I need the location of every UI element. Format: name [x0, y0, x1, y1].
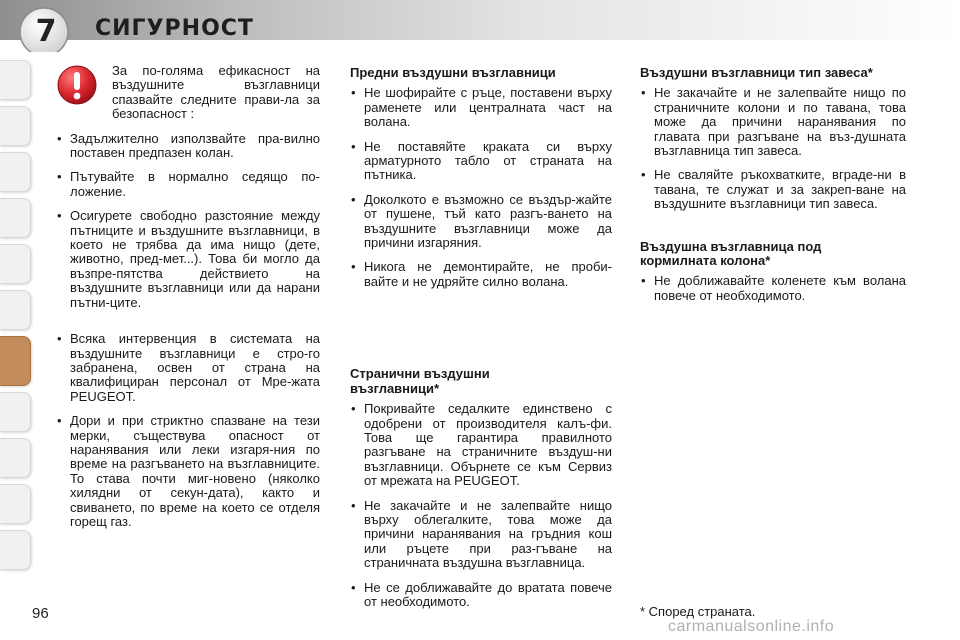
warning-intro: [56, 64, 320, 132]
list-item: • Осигурете свободно разстояние между пътниците и въздушните възглавници, в което не трябва да има нищо (дете, животно, пред-мет...). Това би могло да възпре-пятства действието на въздушните възглавници или да нарани пътни-ците.: [56, 209, 320, 310]
list-item: • Не закачайте и не залепвайте нищо върху облегалките, това може да причини наранявания на гръдния кош или ръцете при раз-гъване на страничната въздушна възглавница.: [350, 499, 612, 571]
list-item: • Не доближавайте коленете към волана повече от необходимото.: [640, 274, 906, 303]
chapter-tab-10[interactable]: [0, 484, 31, 524]
list-item: • Не поставяйте краката си върху арматурното табло от страната на пътника.: [350, 140, 612, 183]
chapter-tab-4[interactable]: [0, 198, 31, 238]
chapter-header: [0, 0, 960, 52]
list-item: • Не сваляйте ръкохватките, вграде-ни в тавана, те служат и за закреп-ване на въздушните възглавници тип завеса.: [640, 168, 906, 211]
knee-airbag-list: [640, 274, 906, 303]
section-heading-curtain-airbags: Въздушни възглавници тип завеса*: [640, 65, 873, 80]
chapter-tab-2[interactable]: [0, 106, 31, 146]
list-item: • Покривайте седалките единствено с одобрени от производителя калъ-фи. Това ще гарантира правилното разгъване на страничните въздуш-ни възглавници. Обърнете се към Сервиз от мрежата на PEUGEOT.: [350, 402, 612, 488]
page-number: 96: [32, 605, 49, 622]
chapter-tab-7-active[interactable]: [0, 336, 31, 386]
chapter-title: СИГУРНОСТ: [95, 16, 254, 41]
list-item: • Никога не демонтирайте, не проби-вайте и не удряйте силно волана.: [350, 260, 612, 289]
watermark: carmanualsonline.info: [668, 618, 835, 635]
chapter-tab-1[interactable]: [0, 60, 31, 100]
list-item: • Дори и при стриктно спазване на тези мерки, съществува опасност от наранявания или леки изгаря-ния по време на разгъването на възглавниците. То става почти миг-новено (няколко хилядни от секун-дата), както и свиването, по време на което се отделя горещ газ.: [56, 414, 320, 529]
intro-text: За по-голяма ефикасност на въздушните възглавници спазвайте следните прави-ла за безопасност :: [112, 63, 320, 122]
heading-line: Въздушна възглавница под: [640, 238, 822, 254]
curtain-airbags-list: [640, 86, 906, 211]
chapter-tab-9[interactable]: [0, 438, 31, 478]
side-airbags-list: [350, 402, 612, 609]
column-curtain-knee-airbags: [640, 66, 906, 313]
chapter-tab-6[interactable]: [0, 290, 31, 330]
list-item: • Не закачайте и не залепвайте нищо по страничните колони и по тавана, това може да причини наранявания по главата при разгъване на въз-душната възглавница тип завеса.: [640, 86, 906, 158]
chapter-tab-11[interactable]: [0, 530, 31, 570]
footnote: * Според страната.: [640, 604, 756, 619]
section-heading-knee-airbag: [640, 240, 906, 269]
heading-line: възглавници*: [350, 380, 440, 396]
list-item: • Задължително използвайте пра-вилно поставен предпазен колан.: [56, 132, 320, 161]
warning-icon: [56, 64, 98, 106]
column-general-rules: [56, 64, 320, 539]
section-heading-side-airbags: [350, 367, 612, 396]
list-item: • Не шофирайте с ръце, поставени върху раменете или централната част на волана.: [350, 86, 612, 129]
section-heading-front-airbags: Предни въздушни възглавници: [350, 65, 556, 80]
heading-line: Странични въздушни: [350, 366, 490, 382]
chapter-tab-3[interactable]: [0, 152, 31, 192]
heading-line: кормилната колона*: [640, 253, 771, 269]
warning-icon-wrap: [56, 64, 112, 132]
list-item: • Пътувайте в нормално седящо по-ложение.: [56, 170, 320, 199]
list-item: • Доколкото е възможно се въздър-жайте от пушене, тъй като разгъ-ването на въздушните възглавници може да причини изгаряния.: [350, 193, 612, 251]
list-item: • Всяка интервенция в системата на въздушните възглавници е стро-го забранена, освен от страна на квалифициран персонал от Мре-жата PEUGEOT.: [56, 332, 320, 404]
column-front-side-airbags: [350, 66, 612, 619]
chapter-tab-5[interactable]: [0, 244, 31, 284]
general-rules-list: [56, 132, 320, 530]
front-airbags-list: [350, 86, 612, 289]
chapter-number: 7: [35, 14, 57, 49]
chapter-tab-8[interactable]: [0, 392, 31, 432]
list-item: • Не се доближавайте до вратата повече от необходимото.: [350, 581, 612, 610]
